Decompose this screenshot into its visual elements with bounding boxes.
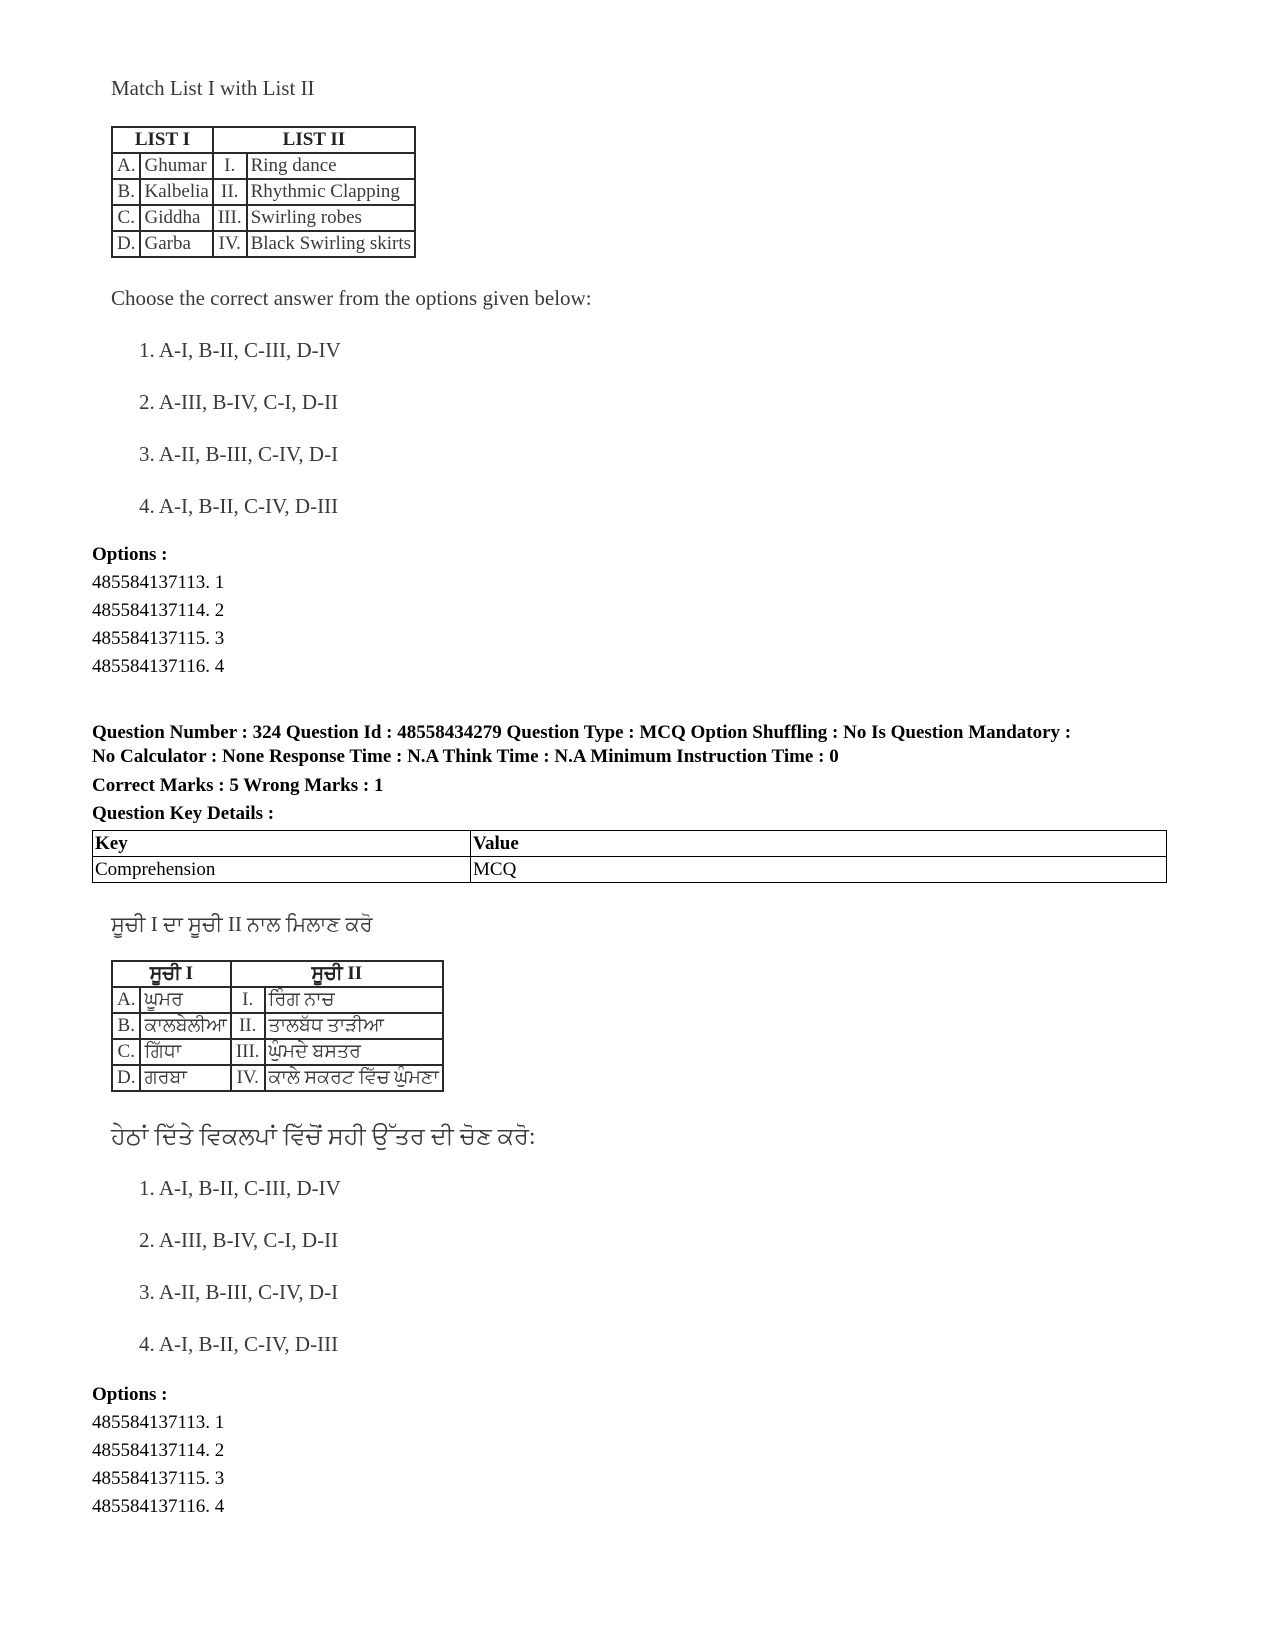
- key-cell: Comprehension: [93, 857, 471, 883]
- list-1-label: C.: [112, 205, 140, 231]
- list-2-label: II.: [231, 1013, 265, 1039]
- choose-instruction: Choose the correct answer from the options given below:: [111, 286, 592, 310]
- list-2-item: Swirling robes: [247, 205, 415, 231]
- option-id: 485584137114. 2: [92, 600, 225, 621]
- list-2-label: IV.: [231, 1065, 265, 1091]
- list-1-item: ਘੂਮਰ: [140, 987, 230, 1013]
- list-1-label: B.: [112, 179, 140, 205]
- question-meta-line-2: No Calculator : None Response Time : N.A Think Time : N.A Minimum Instruction Time : 0: [92, 746, 839, 767]
- list-1-item: ਕਾਲਬੇਲੀਆ: [140, 1013, 230, 1039]
- list-2-item: ਰਿੰਗ ਨਾਚ: [265, 987, 443, 1013]
- value-header: Value: [471, 831, 1167, 857]
- key-details-table: [92, 830, 1167, 883]
- list-1-label: D.: [112, 1065, 140, 1091]
- answer-choice: 1. A-I, B-II, C-III, D-IV: [139, 1176, 341, 1200]
- match-table: [111, 126, 416, 258]
- list-2-item: ਕਾਲੇ ਸਕਰਟ ਵਿੱਚ ਘੁੰਮਣਾ: [265, 1065, 443, 1091]
- answer-choice: 4. A-I, B-II, C-IV, D-III: [139, 494, 339, 518]
- match-table: [111, 960, 444, 1092]
- table-row: [112, 205, 415, 231]
- list-2-item: Ring dance: [247, 153, 415, 179]
- list-2-label: II.: [213, 179, 247, 205]
- list-1-label: B.: [112, 1013, 140, 1039]
- list-2-item: Rhythmic Clapping: [247, 179, 415, 205]
- list-2-item: ਤਾਲਬੱਧ ਤਾੜੀਆ: [265, 1013, 443, 1039]
- list-2-label: III.: [213, 205, 247, 231]
- list-1-label: A.: [112, 153, 140, 179]
- table-row: [112, 987, 443, 1013]
- table-row: [93, 857, 1167, 883]
- list-1-label: D.: [112, 231, 140, 257]
- option-id: 485584137116. 4: [92, 1496, 225, 1517]
- option-id: 485584137115. 3: [92, 628, 225, 649]
- list-1-item: Garba: [140, 231, 212, 257]
- list-2-header: ਸੂਚੀ II: [231, 961, 443, 987]
- list-1-header: LIST I: [112, 127, 213, 153]
- answer-choice: 4. A-I, B-II, C-IV, D-III: [139, 1332, 339, 1356]
- value-cell: MCQ: [471, 857, 1167, 883]
- question-meta-line-1: Question Number : 324 Question Id : 48558434279 Question Type : MCQ Option Shuffling : No Is Question Mandatory :: [92, 722, 1072, 743]
- answer-choice: 3. A-II, B-III, C-IV, D-I: [139, 1280, 339, 1304]
- marks-line: Correct Marks : 5 Wrong Marks : 1: [92, 775, 384, 796]
- list-1-item: Ghumar: [140, 153, 212, 179]
- key-table-header: [93, 831, 1167, 857]
- list-2-item: Black Swirling skirts: [247, 231, 415, 257]
- table-row: [112, 179, 415, 205]
- list-2-header: LIST II: [213, 127, 415, 153]
- match-table-header: [112, 961, 443, 987]
- table-row: [112, 1013, 443, 1039]
- option-id: 485584137115. 3: [92, 1468, 225, 1489]
- answer-choice: 2. A-III, B-IV, C-I, D-II: [139, 390, 339, 414]
- list-2-label: I.: [231, 987, 265, 1013]
- list-1-item: ਗਿੱਧਾ: [140, 1039, 230, 1065]
- choose-instruction: ਹੇਠਾਂ ਦਿੱਤੇ ਵਿਕਲਪਾਂ ਵਿੱਚੋਂ ਸਹੀ ਉੱਤਰ ਦੀ ਚੋਣ ਕਰੋ:: [111, 1124, 536, 1150]
- list-1-header: ਸੂਚੀ I: [112, 961, 231, 987]
- key-header: Key: [93, 831, 471, 857]
- key-details-heading: Question Key Details :: [92, 803, 275, 824]
- options-heading: Options :: [92, 1384, 168, 1405]
- option-id: 485584137116. 4: [92, 656, 225, 677]
- option-id: 485584137113. 1: [92, 1412, 225, 1433]
- list-1-label: A.: [112, 987, 140, 1013]
- list-1-item: Kalbelia: [140, 179, 212, 205]
- answer-choice: 1. A-I, B-II, C-III, D-IV: [139, 338, 341, 362]
- answer-choice: 3. A-II, B-III, C-IV, D-I: [139, 442, 339, 466]
- table-row: [112, 1065, 443, 1091]
- table-row: [112, 231, 415, 257]
- match-table-header: [112, 127, 415, 153]
- table-row: [112, 1039, 443, 1065]
- option-id: 485584137114. 2: [92, 1440, 225, 1461]
- list-2-label: III.: [231, 1039, 265, 1065]
- list-2-label: IV.: [213, 231, 247, 257]
- option-id: 485584137113. 1: [92, 572, 225, 593]
- options-heading: Options :: [92, 544, 168, 565]
- list-2-item: ਘੁੰਮਦੇ ਬਸਤਰ: [265, 1039, 443, 1065]
- list-1-label: C.: [112, 1039, 140, 1065]
- match-instruction: ਸੂਚੀ I ਦਾ ਸੂਚੀ II ਨਾਲ ਮਿਲਾਣ ਕਰੋ: [111, 912, 373, 936]
- table-row: [112, 153, 415, 179]
- list-2-label: I.: [213, 153, 247, 179]
- answer-choice: 2. A-III, B-IV, C-I, D-II: [139, 1228, 339, 1252]
- list-1-item: Giddha: [140, 205, 212, 231]
- list-1-item: ਗਰਬਾ: [140, 1065, 230, 1091]
- match-instruction: Match List I with List II: [111, 76, 315, 100]
